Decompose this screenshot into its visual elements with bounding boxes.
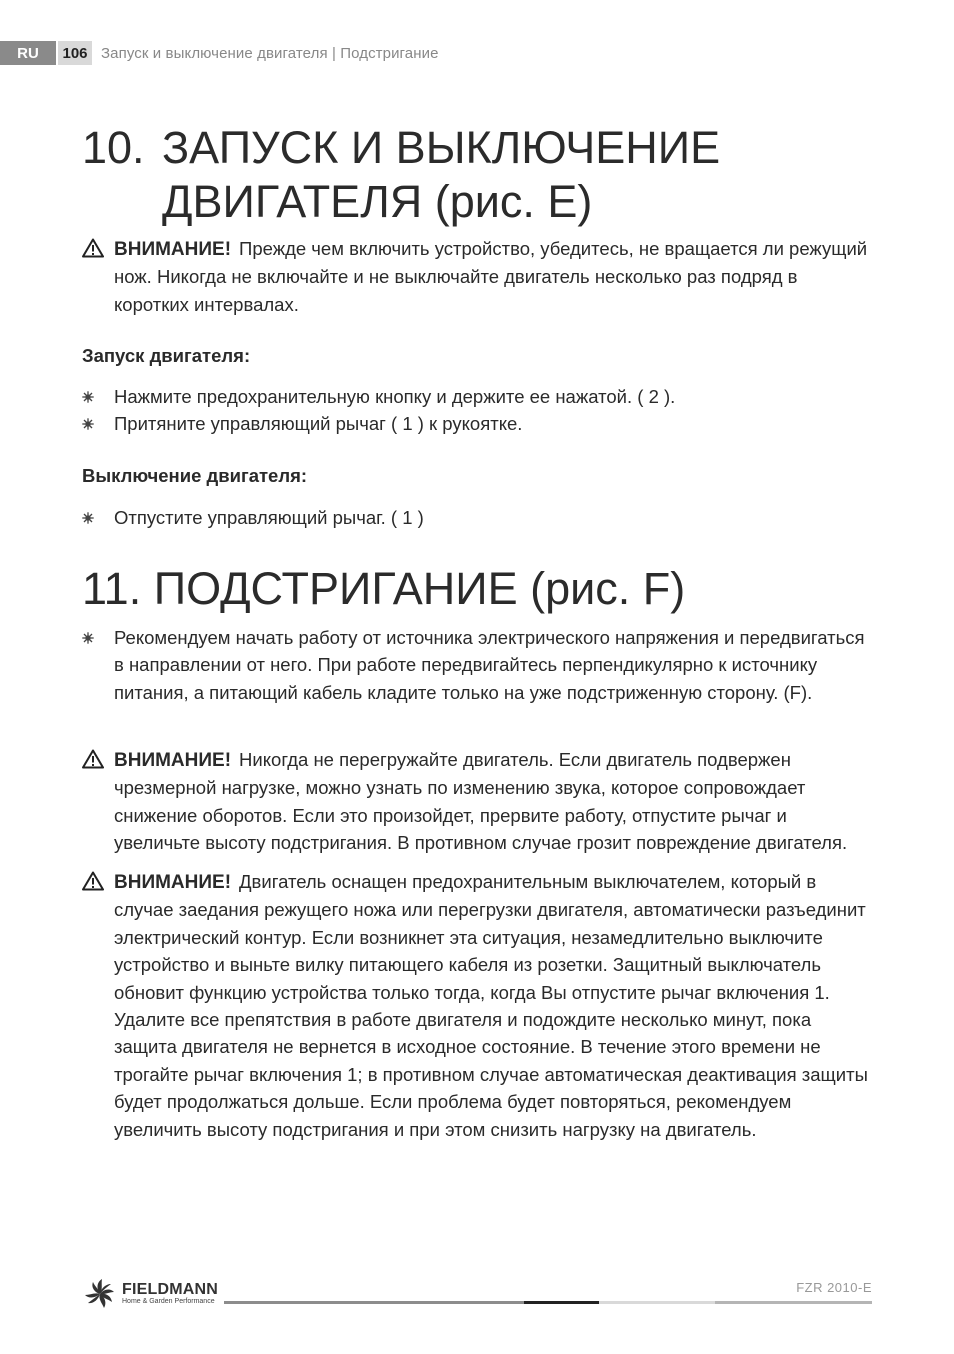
warning-triangle-icon — [82, 871, 104, 891]
list-item-text: Отпустите управляющий рычаг. ( 1 ) — [114, 507, 424, 528]
sunburst-bullet-icon — [82, 391, 94, 403]
section-10-title-line2: ДВИГАТЕЛЯ (рис. E) — [162, 176, 593, 227]
list-item — [82, 410, 872, 437]
warning-triangle-icon — [82, 238, 104, 258]
list-item-text: Рекомендуем начать работу от источника электрического напряжения и передвигаться в направлении от него. При работе передвигайтесь перпендикулярно к источнику питания, а питающий кабель кладите только на уже подстриженную сторону. (F). — [114, 627, 865, 703]
footer-rule-segment — [224, 1301, 524, 1304]
list-item — [82, 383, 872, 410]
section-10-heading — [82, 121, 720, 229]
brand-name: FIELDMANN — [122, 1281, 219, 1298]
list-item — [82, 624, 872, 706]
footer-rule-segment — [715, 1301, 872, 1304]
footer-rule-segment — [599, 1301, 715, 1304]
list-item-text: Нажмите предохранительную кнопку и держите ее нажатой. ( 2 ). — [114, 386, 676, 407]
brand-logo — [82, 1278, 218, 1310]
warning-block-overload — [82, 746, 872, 857]
sunburst-bullet-icon — [82, 632, 94, 644]
warning-label: ВНИМАНИЕ! — [114, 750, 232, 771]
section-10-number: 10. — [82, 122, 145, 173]
sunburst-bullet-icon — [82, 418, 94, 430]
section-11-heading: 11. ПОДСТРИГАНИЕ (рис. F) — [82, 563, 686, 614]
warning-triangle-icon — [82, 749, 104, 769]
language-badge: RU — [0, 41, 56, 65]
warning-block-protection — [82, 868, 872, 1143]
warning-text: Никогда не перегружайте двигатель. Если двигатель подвержен чрезмерной нагрузке, можно узнать по изменению звука, которое сопровождает снижение оборотов. Если это произойдет, прервите работу, отпустите рычаг и увеличьте высоту подстригания. В противном случае грозит повреждение двигателя. — [114, 749, 848, 854]
running-header-title: Запуск и выключение двигателя | Подстригание — [101, 44, 439, 62]
warning-text: Двигатель оснащен предохранительным выключателем, который в случае заедания режущего ножа или перегрузки двигателя, автоматически разъединит электрический контур. Если возникнет эта ситуация, незамедлительно выключите устройство и выньте вилку питающего кабеля из розетки. Защитный выключатель обновит функцию устройства только тогда, когда Вы отпустите рычаг включения 1. Удалите все препятствия в работе двигателя и подождите несколько минут, пока защита двигателя не вернется в исходное состояние. В течение этого времени не трогайте рычаг включения 1; в противном случае автоматическая деактивация защиты будет продолжаться дольше. Если проблема будет повторяться, рекомендуем увеличить высоту подстригания и при этом снизить нагрузку на двигатель. — [114, 871, 868, 1140]
brand-tagline: Home & Garden Performance — [122, 1298, 215, 1305]
list-item-text: Притяните управляющий рычаг ( 1 ) к рукоятке. — [114, 413, 523, 434]
sunburst-bullet-icon — [82, 512, 94, 524]
warning-label: ВНИМАНИЕ! — [114, 872, 232, 893]
fieldmann-swirl-logo-icon — [82, 1278, 118, 1310]
page-number: 106 — [58, 41, 92, 65]
start-engine-heading: Запуск двигателя: — [82, 345, 251, 366]
list-item — [82, 504, 872, 531]
warning-label: ВНИМАНИЕ! — [114, 239, 232, 260]
warning-text: Прежде чем включить устройство, убедитесь, не вращается ли режущий нож. Никогда не включайте и не выключайте двигатель несколько раз подряд в коротких интервалах. — [114, 238, 868, 315]
model-number: FZR 2010-E — [796, 1280, 872, 1295]
stop-engine-heading: Выключение двигателя: — [82, 465, 308, 486]
section-10-title-line1: ЗАПУСК И ВЫКЛЮЧЕНИЕ — [162, 122, 721, 173]
footer-rule-segment — [524, 1301, 599, 1304]
warning-block-start — [82, 235, 872, 318]
page-header — [0, 40, 439, 66]
